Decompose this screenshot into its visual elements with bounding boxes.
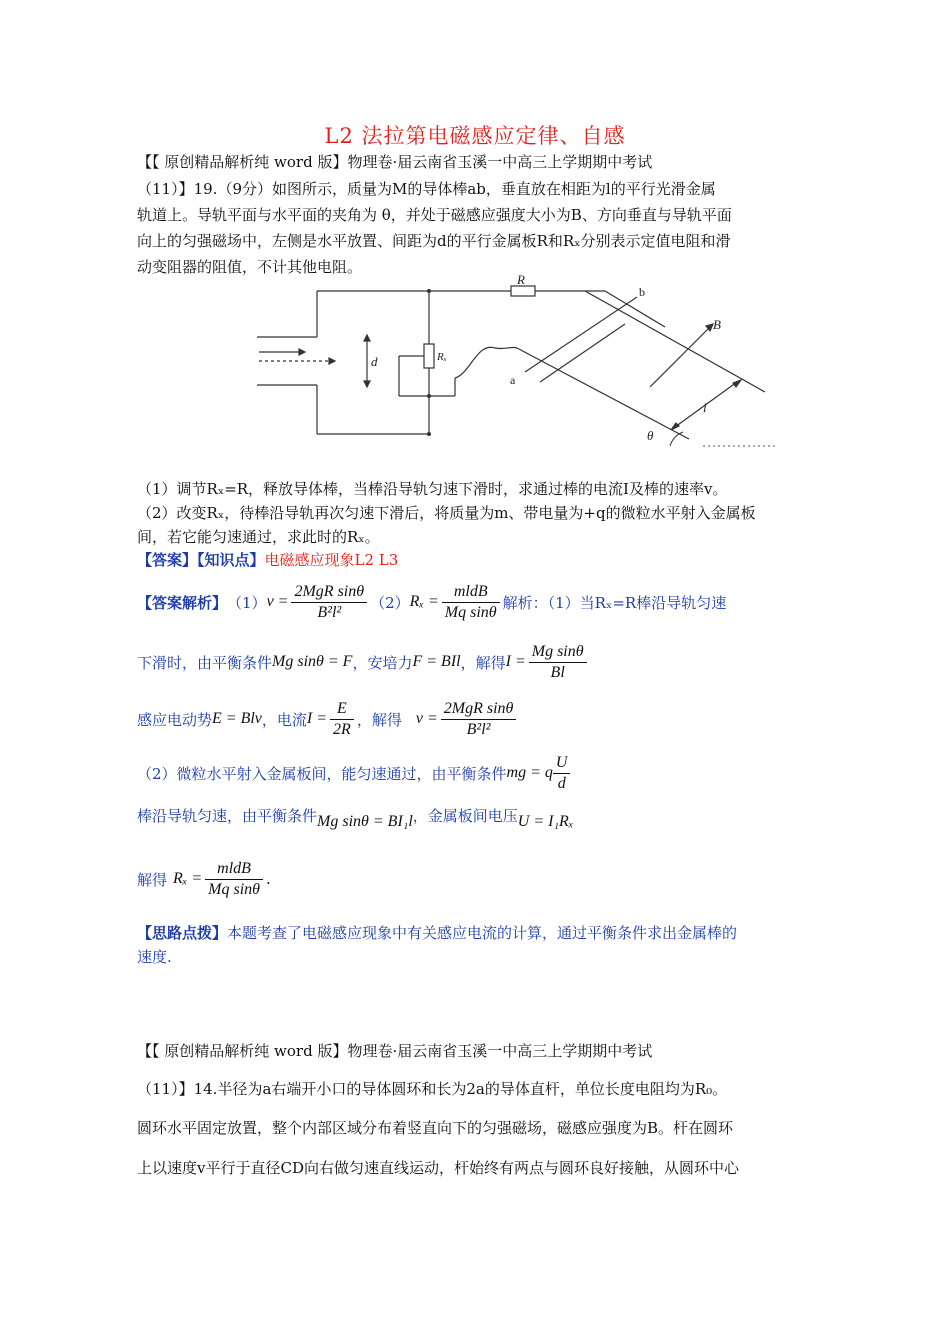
label-Rx: Rₓ [437,351,447,363]
problem1-header-line1: 【【 原创精品解析纯 word 版】物理卷·届云南省玉溪一中高三上学期期中考试 [137,153,653,171]
problem1-header-line2: （11）】19.（9分）如图所示，质量为M的导体棒ab，垂直放在相距为l的平行光滑金属 [137,180,716,198]
answer-analysis-line [137,578,817,626]
formula-v2-fraction: $\frac{\text{2MgR sinθ}}{\text{B²l²}}$ [441,699,517,740]
circuit-figure [255,272,775,457]
label-B: B [713,317,721,332]
analysis-line-a: 下滑时，由平衡条件 Mg sinθ = F ，安培力 F = BIl ，解得 I = $\frac{\text{Mg sinθ}}{Bl}$ [137,638,817,686]
analysis-tag: 【答案解析】 [137,593,228,612]
formula-v-fraction: $\frac{\text{2MgR sinθ}}{\text{B²l²}}$ [291,582,367,623]
label-b: b [639,285,645,299]
analysis-line-b: 感应电动势 E = Blv ，电流 I = $\frac{E}{2R}$ ，解得 v = $\frac{\text{2MgR sinθ}}{\text{B²l²}}$ [137,695,817,743]
eq-rod-balance: Mg sinθ = BI₁l [317,813,413,830]
question-2b: 间，若它能匀速通过，求此时的Rₓ。 [137,528,380,546]
hint-line1: 【思路点拨】本题考查了电磁感应现象中有关感应电流的计算，通过平衡条件求出金属棒的 [137,924,738,942]
eq-emf: E = Blv [212,710,262,727]
eq-voltage: U = I₁Rₓ [517,813,574,830]
problem1-line5: 动变阻器的阻值，不计其他电阻。 [137,258,363,276]
label-theta: θ [647,428,654,443]
answer-topic: 电磁感应现象L2 L3 [264,551,399,569]
label-R: R [517,272,525,287]
formula-rx-lhs: Rₓ = [409,593,439,610]
problem2-line4: 上以速度v平行于直径CD向右做匀速直线运动，杆始终有两点与圆环良好接触，从圆环中心 [137,1159,739,1177]
problem2-line3: 圆环水平固定放置，整个内部区域分布着竖直向下的匀强磁场，磁感应强度为B。杆在圆环 [137,1119,734,1137]
formula-i-fraction: $\frac{\text{Mg sinθ}}{Bl}$ [529,642,587,683]
analysis-line-d: 棒沿导轨匀速，由平衡条件 Mg sinθ = BI₁l ，金属板间电压 U = I₁Rₓ [137,806,574,830]
analysis-line-e: 解得 Rₓ = $\frac{\text{mldB}}{\text{Mq sinθ}}$ . [137,859,271,898]
question-2a: （2）改变Rₓ，待棒沿导轨再次匀速下滑后，将质量为m、带电量为+q的微粒水平射入金属板 [137,504,756,522]
question-1: （1）调节Rₓ=R，释放导体棒，当棒沿导轨匀速下滑时，求通过棒的电流I及棒的速率v。 [137,480,728,498]
problem1-line4: 向上的匀强磁场中，左侧是水平放置、间距为d的平行金属板R和Rₓ分别表示定值电阻和滑 [137,232,731,250]
label-a: a [510,373,516,387]
eq-particle: mg = q [506,764,553,781]
formula-rx-fraction: $\frac{\text{mldB}}{\text{Mq sinθ}}$ [442,582,500,623]
answer-knowledge-line [137,549,817,570]
label-d: d [371,354,378,369]
part2-label: （2） [370,593,410,612]
eq-ampere: F = BIl [412,653,461,670]
problem2-line2: （11）】14.半径为a右端开小口的导体圆环和长为2a的导体直杆，单位长度电阻均为R₀。 [137,1080,728,1098]
label-l: l [703,400,707,415]
formula-i2-fraction: $\frac{E}{2R}$ [330,699,354,740]
eq-balance: Mg sinθ = F [272,653,353,670]
formula-rx2-fraction: $\frac{\text{mldB}}{\text{Mq sinθ}}$ [205,859,263,900]
formula-v-lhs: v = [266,593,289,610]
section-title: L2 法拉第电磁感应定律、自感 [324,124,626,148]
hint-tag: 【思路点拨】 [137,924,228,942]
answer-tag: 【答案】【知识点】 [137,551,265,569]
problem1-line3: 轨道上。导轨平面与水平面的夹角为 θ，并处于磁感应强度大小为B、方向垂直与导轨平面 [137,206,732,224]
hint-line2: 速度. [137,948,172,966]
problem2-header-line1: 【【 原创精品解析纯 word 版】物理卷·届云南省玉溪一中高三上学期期中考试 [137,1042,653,1060]
part1-label: （1） [227,593,267,612]
formula-ud-fraction: $\frac{U}{d}$ [553,753,571,794]
analysis-start: 解析：（1）当Rₓ=R棒沿导轨匀速 [502,593,727,612]
analysis-line-c: （2）微粒水平射入金属板间，能匀速通过，由平衡条件 mg = q $\frac{U}{d}$ [137,750,817,796]
